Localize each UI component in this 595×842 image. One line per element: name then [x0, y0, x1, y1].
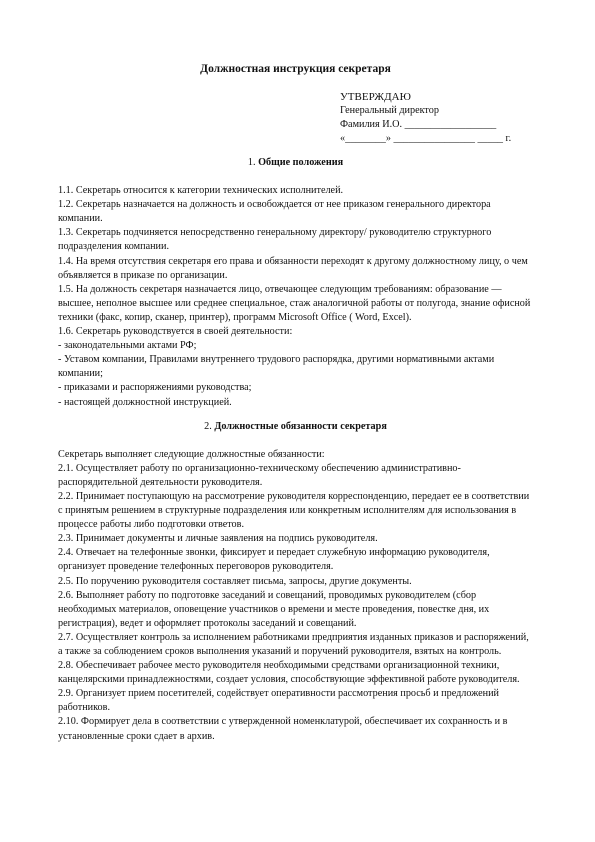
paragraph-1-1: 1.1. Секретарь относится к категории технических исполнителей.	[58, 185, 344, 197]
section-heading-duties	[58, 420, 533, 434]
section-heading-general	[58, 156, 533, 170]
paragraph-1-3: 1.3. Секретарь подчиняется непосредственно генеральному директору/ руководителю структурного подразделения компании.	[58, 227, 492, 253]
approval-date-line: «________» ________________ _____ г.	[340, 133, 512, 144]
paragraph-2-2: 2.2. Принимает поступающую на рассмотрение руководителя корреспонденцию, передает ее в соответствии с принятым решением в структурные подразделения или конкретным исполнителям для использования в процессе работы либо подготовки ответов.	[58, 490, 530, 531]
paragraph-2-10: 2.10. Формирует дела в соответствии с утвержденной номенклатурой, обеспечивает их сохранность и в установленные сроки сдает в архив.	[58, 716, 508, 742]
section-duties-body	[58, 448, 533, 744]
paragraph-2-7: 2.7. Осуществляет контроль за исполнением работниками предприятия изданных приказов и распоряжений, а также за соблюдением сроков выполнения указаний и поручений руководителя, взятых на контроль.	[58, 631, 529, 657]
paragraph-2-3: 2.3. Принимает документы и личные заявления на подпись руководителя.	[58, 533, 378, 545]
list-item: - Уставом компании, Правилами внутреннего трудового распорядка, другими нормативными актами компании;	[58, 354, 495, 380]
approval-heading: УТВЕРЖДАЮ	[340, 91, 411, 103]
paragraph-1-5: 1.5. На должность секретаря назначается лицо, отвечающее следующим требованиям: образование — высшее, неполное высшее или среднее специальное, стаж аналогичной работы от полугода, знание офисной техники (факс, копир, сканер, принтер), программ Microsoft Office ( Word, Excel).	[58, 283, 531, 323]
list-item: - законодательными актами РФ;	[58, 340, 197, 352]
paragraph-1-6: 1.6. Секретарь руководствуется в своей деятельности:	[58, 326, 293, 338]
section-number: 1.	[247, 157, 256, 168]
paragraph-2-9: 2.9. Организует прием посетителей, содействует оперативности рассмотрения просьб и предложений работников.	[58, 688, 499, 714]
section-title: Должностные обязанности секретаря	[214, 420, 387, 432]
paragraph-2-1: 2.1. Осуществляет работу по организационно-техническому обеспечению административно-распорядительной деятельности руководителя.	[58, 462, 461, 488]
paragraph-1-2: 1.2. Секретарь назначается на должность и освобождается от нее приказом генерального директора компании.	[58, 199, 491, 225]
approval-position: Генеральный директор	[340, 105, 439, 116]
paragraph-2-5: 2.5. По поручению руководителя составляет письма, запросы, другие документы.	[58, 575, 412, 587]
document-title: Должностная инструкция секретаря	[200, 63, 391, 75]
section-number: 2.	[204, 420, 212, 432]
paragraph-2-4: 2.4. Отвечает на телефонные звонки, фиксирует и передает служебную информацию руководителя, организует проведение телефонных переговоров руководителя.	[58, 547, 490, 573]
section-title: Общие положения	[258, 157, 344, 168]
paragraph-2-6: 2.6. Выполняет работу по подготовке заседаний и совещаний, проводимых руководителем (сбор необходимых материалов, оповещение участников о времени и месте проведения, повестке дня, их регистрация), ведет и оформляет протоколы заседаний и совещаний.	[58, 589, 490, 629]
section-general-body	[58, 184, 533, 410]
approval-name-line: Фамилия И.О. __________________	[340, 119, 497, 130]
list-item: - приказами и распоряжениями руководства;	[58, 382, 252, 394]
list-item: - настоящей должностной инструкцией.	[58, 396, 232, 408]
approval-block	[340, 90, 533, 146]
paragraph-1-4: 1.4. На время отсутствия секретаря его права и обязанности переходят к другому должностному лицу, о чем объявляется в приказе по организации.	[58, 255, 528, 281]
duties-intro: Секретарь выполняет следующие должностные обязанности:	[58, 448, 325, 460]
paragraph-2-8: 2.8. Обеспечивает рабочее место руководителя необходимыми средствами организационной техники, канцелярскими принадлежностями, создает условия, способствующие эффективной работе руководителя.	[58, 660, 520, 686]
